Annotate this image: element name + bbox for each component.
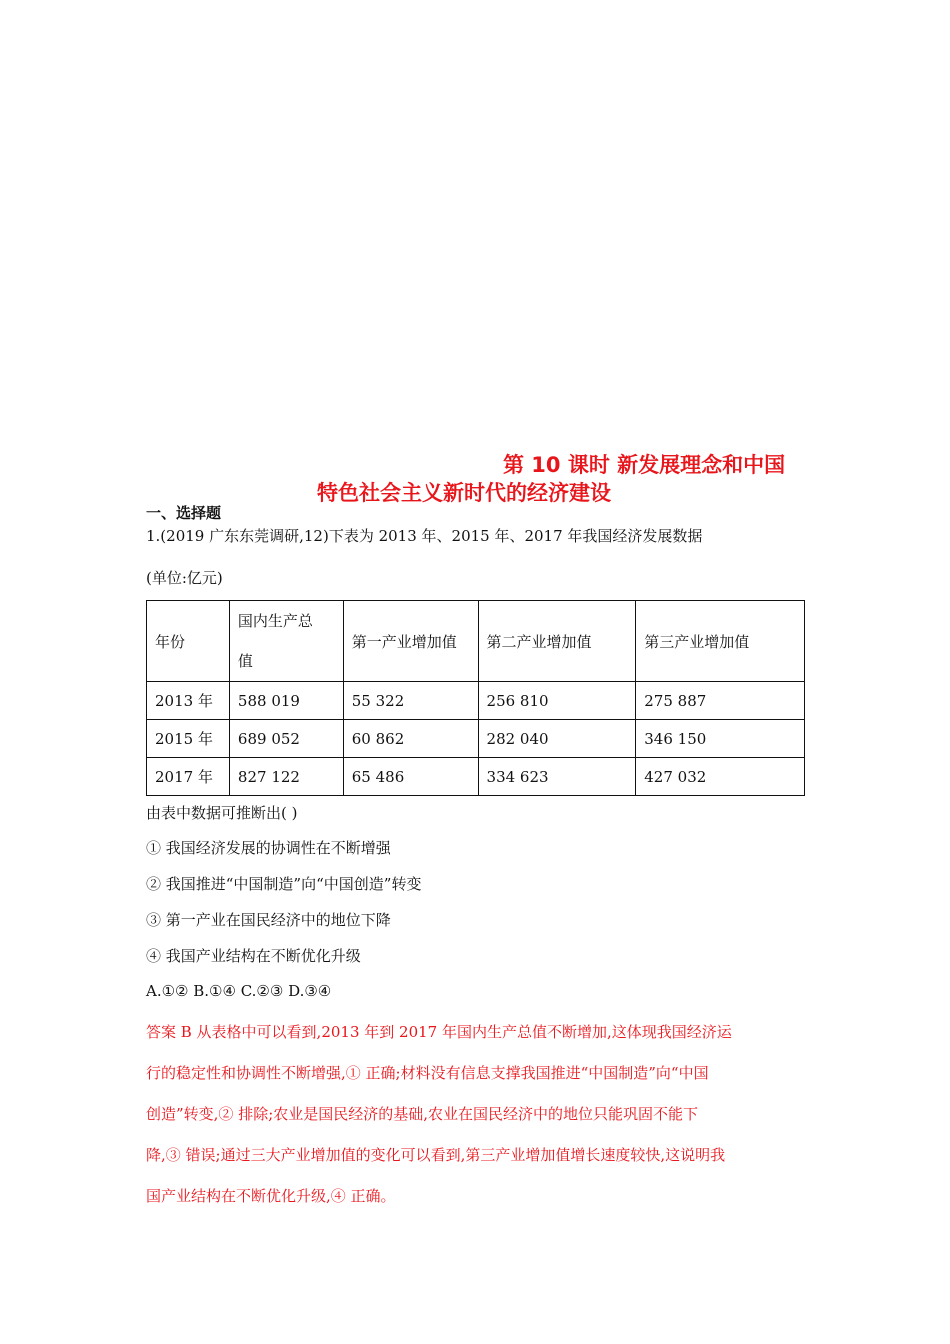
- table-cell: 2017 年: [147, 758, 230, 796]
- table-cell: 2015 年: [147, 720, 230, 758]
- table-cell: 275 887: [636, 682, 805, 720]
- table-cell: 256 810: [478, 682, 636, 720]
- lesson-title-line-1: 第 10 课时 新发展理念和中国: [503, 453, 786, 477]
- table-cell: 55 322: [343, 682, 478, 720]
- question-prompt: 由表中数据可推断出( ): [146, 804, 298, 822]
- table-header-cell: 第一产业增加值: [343, 601, 478, 682]
- table-cell: 65 486: [343, 758, 478, 796]
- answer-line: 行的稳定性和协调性不断增强,① 正确;材料没有信息支撑我国推进“中国制造”向“中国: [146, 1064, 709, 1082]
- section-heading: 一、选择题: [146, 504, 222, 522]
- statement-4: ④ 我国产业结构在不断优化升级: [146, 947, 361, 965]
- answer-line: 国产业结构在不断优化升级,④ 正确。: [146, 1187, 396, 1205]
- table-cell: 827 122: [229, 758, 343, 796]
- table-header-gdp-line: 国内生产总: [237, 612, 313, 630]
- statement-2: ② 我国推进“中国制造”向“中国创造”转变: [146, 875, 422, 893]
- table-row: [147, 758, 805, 796]
- lesson-title-line-2: 特色社会主义新时代的经济建设: [317, 481, 611, 505]
- table-header-row: [147, 601, 805, 682]
- statement-1: ① 我国经济发展的协调性在不断增强: [146, 839, 391, 857]
- table-header-gdp-line: 值: [237, 652, 253, 670]
- table-row: [147, 720, 805, 758]
- table-cell: 60 862: [343, 720, 478, 758]
- unit-note: (单位:亿元): [146, 569, 223, 587]
- question-stem: 1.(2019 广东东莞调研,12)下表为 2013 年、2015 年、2017 年我国经济发展数据: [146, 527, 703, 545]
- table-cell: 282 040: [478, 720, 636, 758]
- table-header-cell: 第三产业增加值: [636, 601, 805, 682]
- table-cell: 346 150: [636, 720, 805, 758]
- table-row: [147, 682, 805, 720]
- table-header-cell: [229, 601, 343, 682]
- answer-line: 答案 B 从表格中可以看到,2013 年到 2017 年国内生产总值不断增加,这体现我国经济运: [146, 1023, 732, 1041]
- answer-options: A.①② B.①④ C.②③ D.③④: [146, 982, 332, 1000]
- answer-line: 降,③ 错误;通过三大产业增加值的变化可以看到,第三产业增加值增长速度较快,这说明我: [146, 1146, 726, 1164]
- table-cell: 689 052: [229, 720, 343, 758]
- statement-3: ③ 第一产业在国民经济中的地位下降: [146, 911, 391, 929]
- answer-line: 创造”转变,② 排除;农业是国民经济的基础,农业在国民经济中的地位只能巩固不能下: [146, 1105, 699, 1123]
- table-cell: 334 623: [478, 758, 636, 796]
- table-cell: 427 032: [636, 758, 805, 796]
- economic-data-table: [146, 600, 805, 796]
- table-cell: 2013 年: [147, 682, 230, 720]
- table-cell: 588 019: [229, 682, 343, 720]
- table-header-cell: 年份: [147, 601, 230, 682]
- answer-explanation: [146, 1012, 806, 1217]
- table-header-cell: 第二产业增加值: [478, 601, 636, 682]
